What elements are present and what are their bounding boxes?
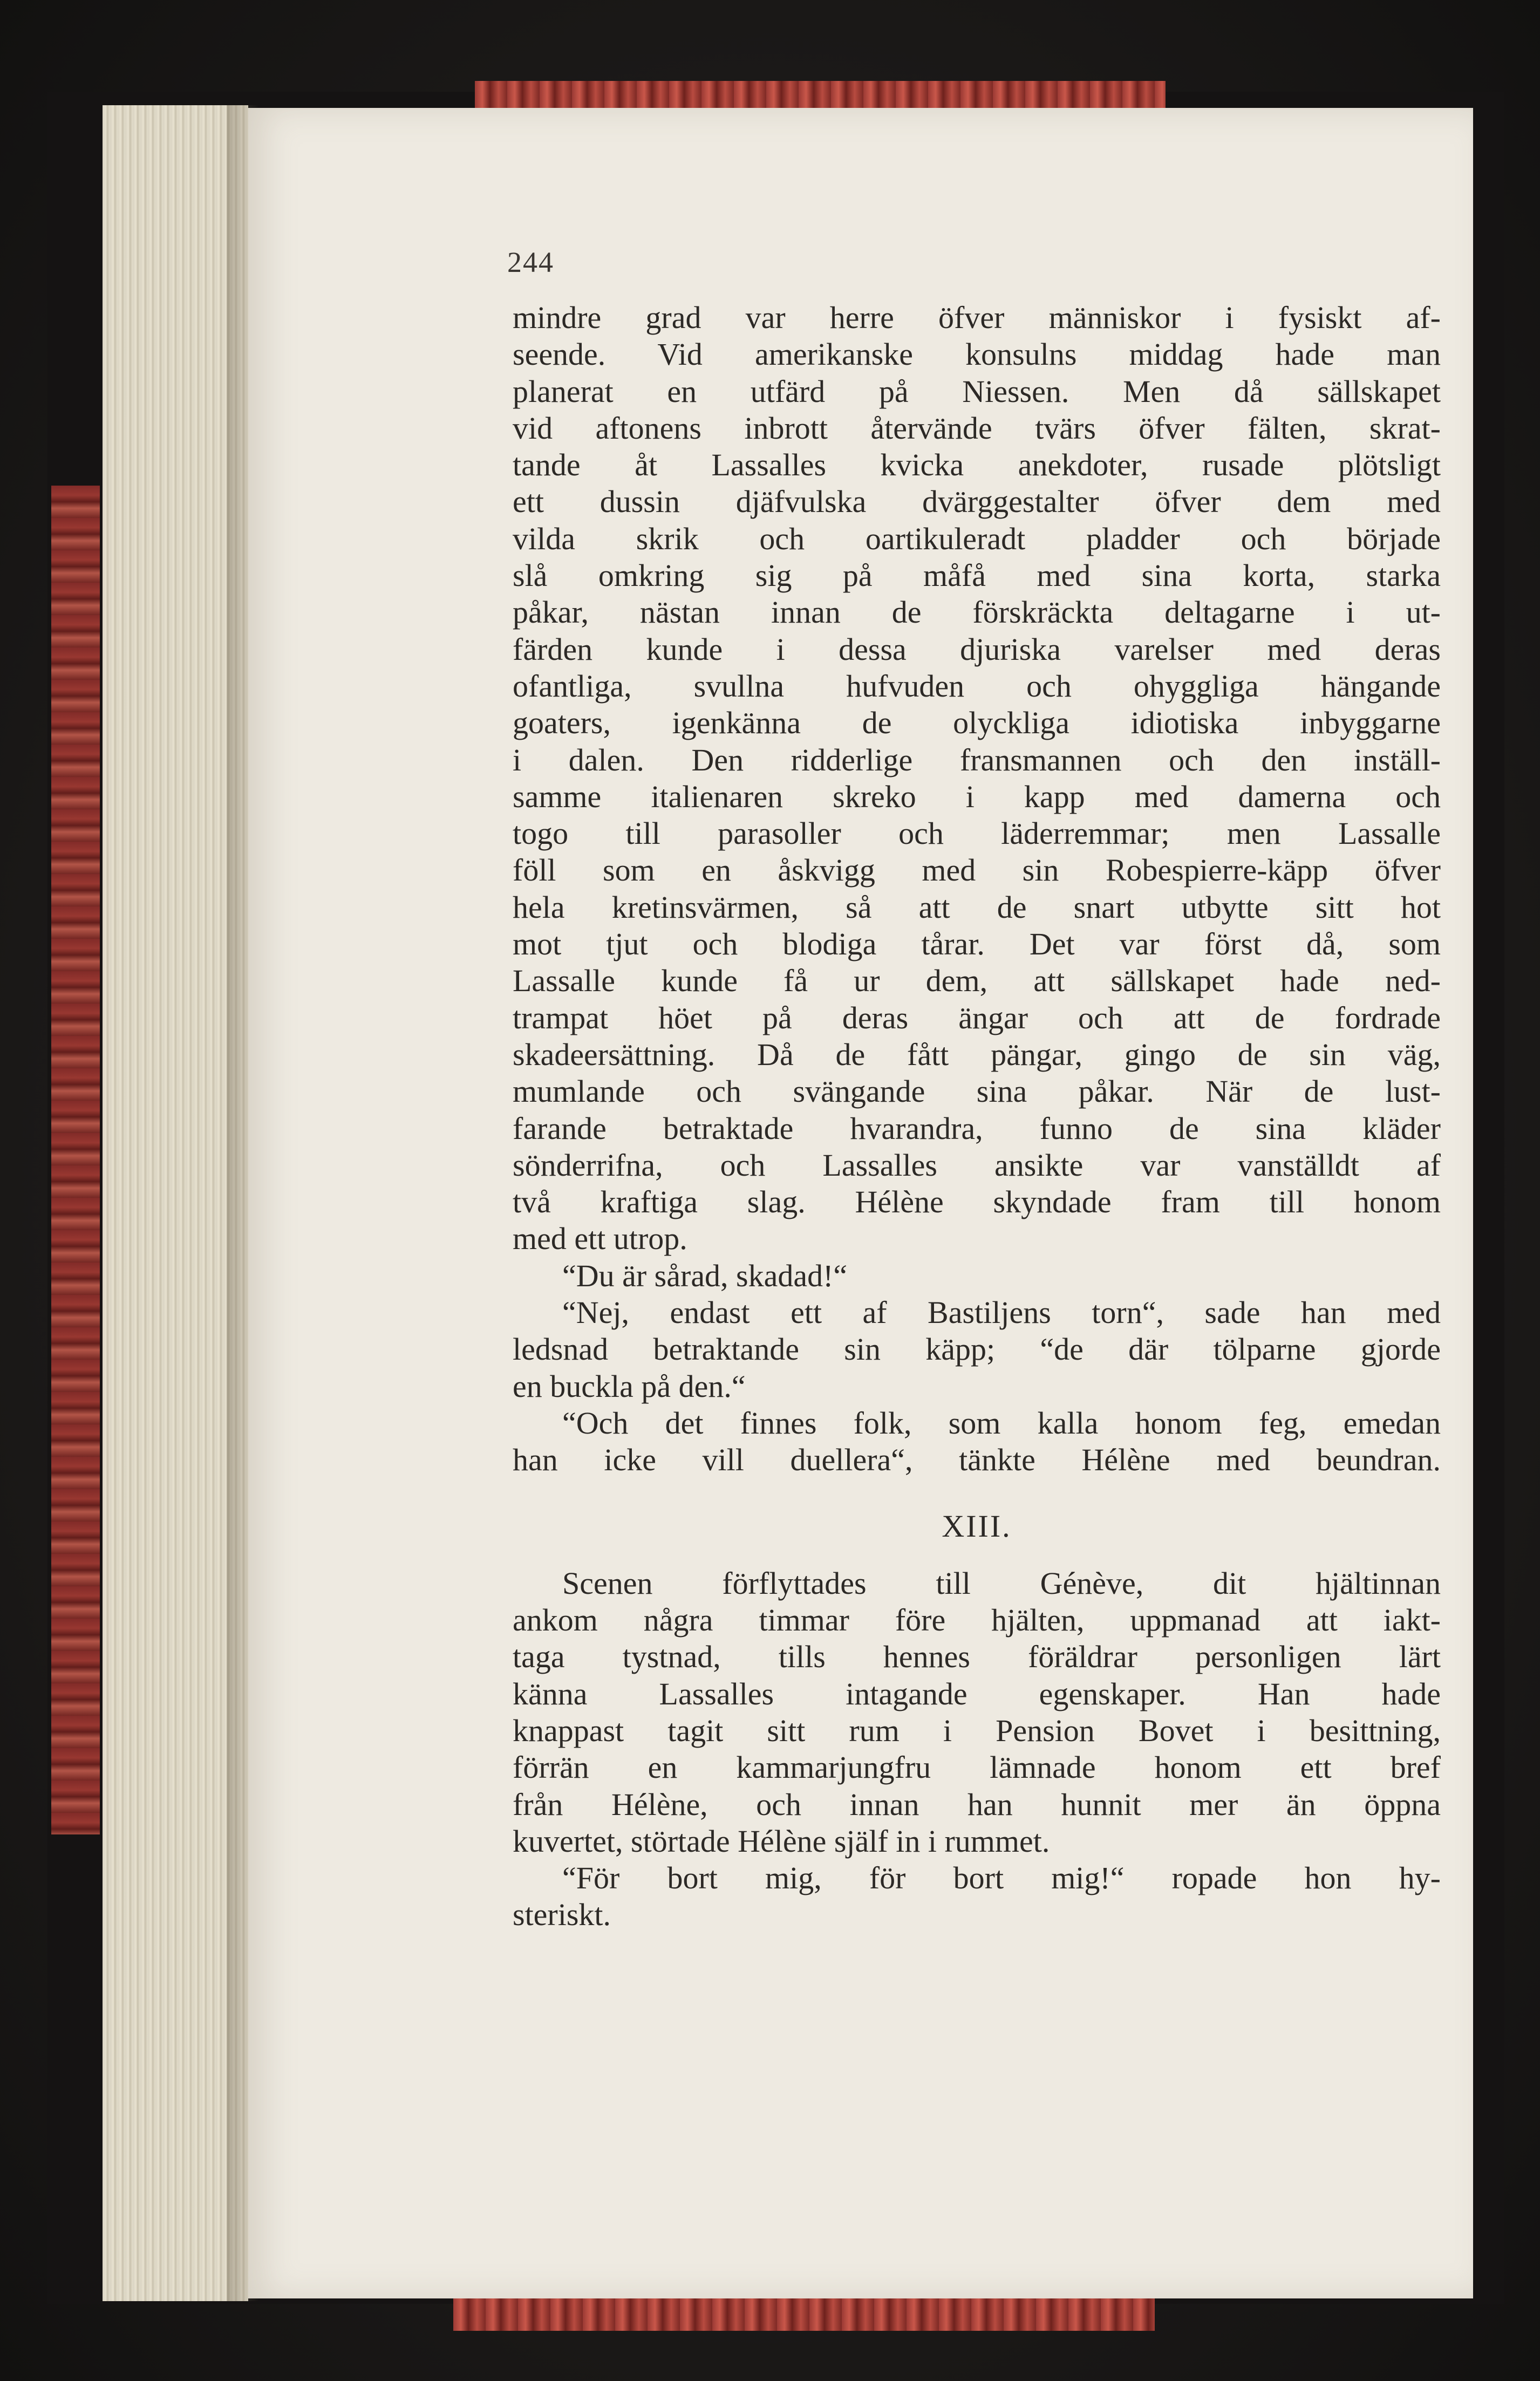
text-line: två kraftiga slag. Hélène skyndade fram till honom [513, 1184, 1441, 1220]
text-line: föll som en åskvigg med sin Robespierre-käpp öfver [513, 852, 1441, 888]
text-line: skadeersättning. Då de fått pängar, gingo de sin väg, [513, 1036, 1441, 1072]
text-line: mot tjut och blodiga tårar. Det var först då, som [513, 926, 1441, 962]
text-line: planerat en utfärd på Niessen. Men då sällskapet [513, 373, 1441, 409]
text-line: farande betraktade hvarandra, funno de sina kläder [513, 1110, 1441, 1146]
text-line: från Hélène, och innan han hunnit mer än öppna [513, 1786, 1441, 1822]
text-line: vid aftonens inbrott återvände tvärs öfver fälten, skrat- [513, 410, 1441, 446]
marbled-edge-bottom [453, 2298, 1155, 2331]
text-line: med ett utrop. [513, 1221, 687, 1257]
marbled-edge-left [51, 486, 100, 1834]
text-line: togo till parasoller och läderremmar; men Lassalle [513, 816, 1441, 851]
body-text [513, 299, 1441, 1934]
text-line: en buckla på den.“ [513, 1368, 746, 1404]
text-line: knappast tagit sitt rum i Pension Bovet i besittning, [513, 1713, 1441, 1748]
text-line: slå omkring sig på måfå med sina korta, starka [513, 558, 1441, 593]
text-line: “Du är sårad, skadad!“ [562, 1258, 848, 1293]
text-line: påkar, nästan innan de förskräckta deltagarne i ut- [513, 595, 1441, 630]
text-line: “Nej, endast ett af Bastiljens torn“, sade han med [562, 1295, 1441, 1331]
text-line: mindre grad var herre öfver människor i fysiskt af- [513, 300, 1441, 335]
text-line: hela kretinsvärmen, så att de snart utbytte sitt hot [513, 889, 1441, 925]
text-line: trampat höet på deras ängar och att de fordrade [513, 1000, 1441, 1035]
text-line: samme italienaren skreko i kapp med damerna och [513, 779, 1441, 814]
text-line: vilda skrik och oartikuleradt pladder och började [513, 521, 1441, 556]
text-line: seende. Vid amerikanske konsulns middag hade man [513, 337, 1441, 372]
text-line: Lassalle kunde få ur dem, att sällskapet hade ned- [513, 963, 1441, 999]
text-line: “Och det finnes folk, som kalla honom feg, emedan [562, 1405, 1441, 1441]
text-line: ledsnad betraktande sin käpp; “de där tölparne gjorde [513, 1332, 1441, 1367]
text-line: ofantliga, svullna hufvuden och ohyggliga hängande [513, 668, 1441, 704]
chapter-heading: XIII. [942, 1508, 1012, 1544]
text-line: taga tystnad, tills hennes föräldrar personligen lärt [513, 1639, 1441, 1675]
text-line: känna Lassalles intagande egenskaper. Han hade [513, 1676, 1441, 1711]
text-line: mumlande och svängande sina påkar. När de lust- [513, 1074, 1441, 1109]
text-line: goaters, igenkänna de olyckliga idiotiska inbyggarne [513, 705, 1441, 741]
text-line: i dalen. Den ridderlige fransmannen och den inställ- [513, 742, 1441, 777]
text-line: tande åt Lassalles kvicka anekdoter, rusade plötsligt [513, 447, 1441, 483]
text-line: ett dussin djäfvulska dvärggestalter öfver dem med [513, 484, 1441, 520]
text-line: “För bort mig, för bort mig!“ ropade hon hy- [562, 1860, 1441, 1896]
text-line: kuvertet, störtade Hélène själf in i rummet. [513, 1823, 1050, 1859]
text-line: sönderrifna, och Lassalles ansikte var vanställdt af [513, 1147, 1441, 1183]
text-line: färden kunde i dessa djuriska varelser med deras [513, 631, 1441, 667]
text-line: ankom några timmar före hjälten, uppmanad att iakt- [513, 1602, 1441, 1638]
text-line: Scenen förflyttades till Génève, dit hjältinnan [562, 1565, 1441, 1601]
text-line: steriskt. [513, 1897, 611, 1933]
text-line: förrän en kammarjungfru lämnade honom ett bref [513, 1750, 1441, 1785]
page-number: 244 [507, 246, 554, 278]
text-line: han icke vill duellera“, tänkte Hélène med beundran. [513, 1442, 1441, 1478]
